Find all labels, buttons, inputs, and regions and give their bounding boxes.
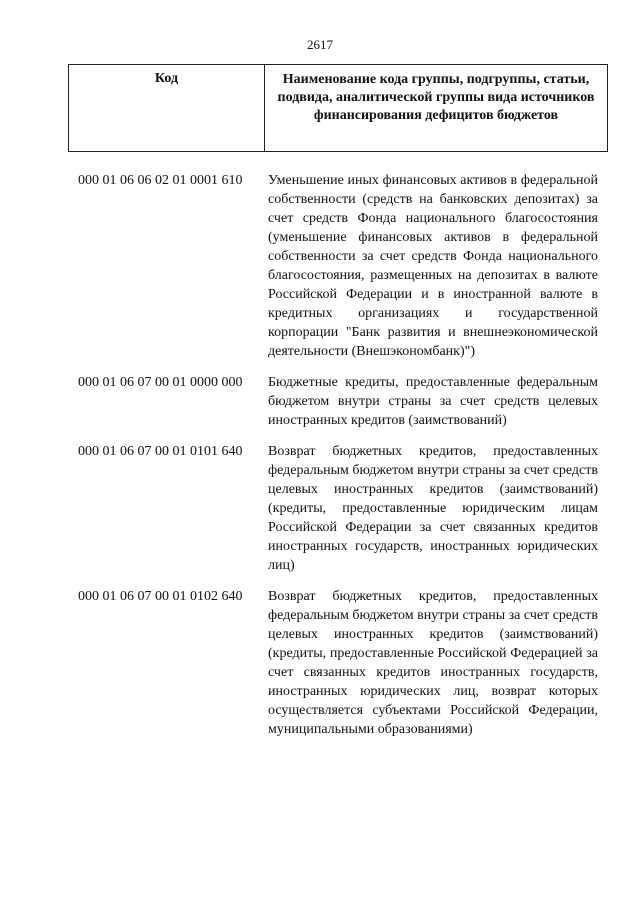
row-description: Возврат бюджетных кредитов, предоставленных федеральным бюджетом внутри страны за счет средств целевых иностранных кредитов (заимствований) (кредиты, предоставленные юридическим лицам Российской Федерации за счет связанных кредитов иностранных государств, иностранных юридических лиц) [268,444,598,573]
row-code: 000 01 06 06 02 01 0001 610 [78,173,243,188]
row-code: 000 01 06 07 00 01 0101 640 [78,444,243,459]
table-row [78,373,598,430]
table-row [78,171,598,361]
page-number: 2617 [307,37,333,52]
row-description: Возврат бюджетных кредитов, предоставленных федеральным бюджетом внутри страны за счет средств целевых иностранных кредитов (заимствований) (кредиты, предоставленные Российской Федерацией за счет связанных кредитов иностранных государств, иностранных юридических лиц, возврат которых осуществляется субъектами Российской Федерации, муниципальными образованиями) [268,589,598,737]
header-name-cell: Наименование кода группы, подгруппы, статьи, подвида, аналитической группы вида источников финансирования дефицитов бюджетов [277,72,595,123]
row-description: Бюджетные кредиты, предоставленные федеральным бюджетом внутри страны за счет средств целевых иностранных кредитов (заимствований) [268,375,598,428]
row-description: Уменьшение иных финансовых активов в федеральной собственности (средств на банковских депозитах) за счет средств Фонда национального благосостояния (уменьшение финансовых активов в федеральной собственности за счет средств Фонда национального благосостояния, размещенных на депозитах в валюте Российской Федерации и в иностранной валюте в кредитных организациях и государственной корпорации "Банк развития и внешнеэкономической деятельности (Внешэкономбанк)") [268,173,598,359]
code-list [78,171,598,751]
row-code: 000 01 06 07 00 01 0102 640 [78,589,243,604]
table-header [68,64,608,152]
row-code: 000 01 06 07 00 01 0000 000 [78,375,243,390]
table-row [78,442,598,575]
table-row [78,587,598,739]
header-code-cell: Код [69,65,265,151]
